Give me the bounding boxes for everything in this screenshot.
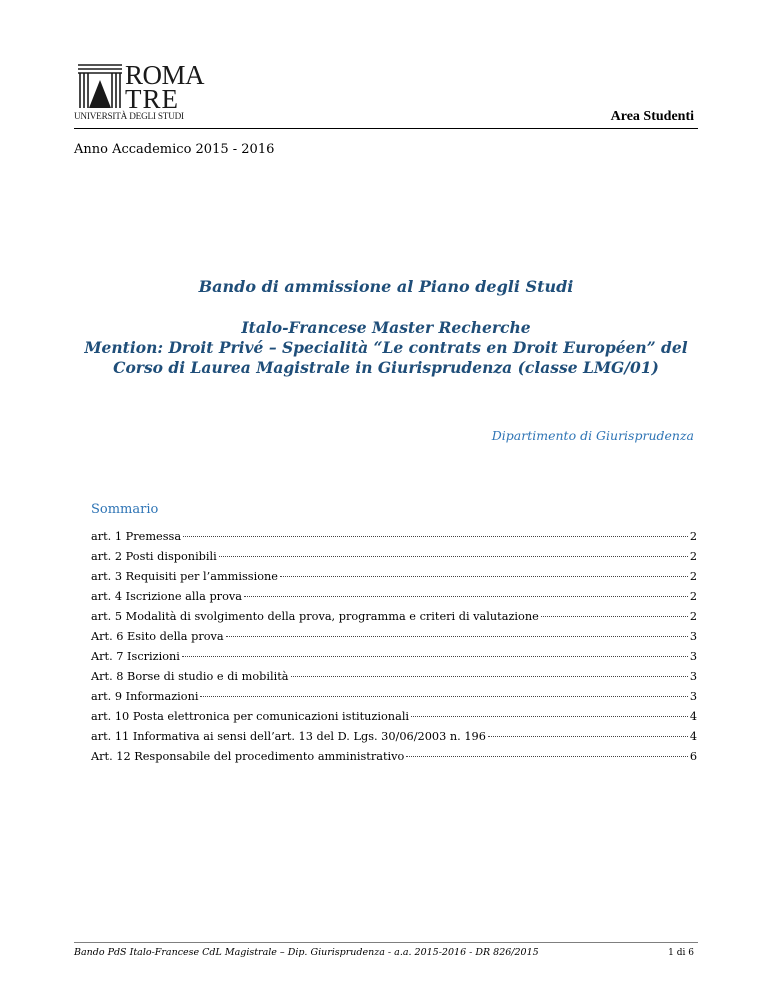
toc-entry-label[interactable]: Art. 8 Borse di studio e di mobilità [91, 670, 289, 683]
toc-entry[interactable] [91, 710, 697, 730]
toc-entry-label[interactable]: art. 1 Premessa [91, 530, 182, 543]
logo-text-roma: ROMA [125, 60, 205, 90]
toc-entry-page: 2 [689, 570, 697, 583]
toc-entry-label[interactable]: Art. 6 Esito della prova [91, 630, 224, 643]
toc-entry-page: 2 [689, 590, 697, 603]
toc-entry[interactable] [91, 670, 697, 690]
toc-entry-page: 4 [689, 710, 697, 723]
footer-text: Bando PdS Italo-Francese CdL Magistrale – Dip. Giurisprudenza - a.a. 2015-2016 - DR 826/2015 [74, 947, 539, 958]
toc-entry[interactable] [91, 630, 697, 650]
toc-entry-page: 3 [689, 670, 697, 683]
document-title: Bando di ammissione al Piano degli Studi [198, 277, 574, 296]
toc-entry[interactable] [91, 750, 697, 770]
toc-entry[interactable] [91, 570, 697, 590]
toc-entry-page: 4 [689, 730, 697, 743]
document-subtitle [74, 318, 698, 378]
toc-entry[interactable] [91, 690, 697, 710]
logo-subtitle: UNIVERSITÀ DEGLI STUDI [74, 111, 184, 121]
table-of-contents [91, 530, 697, 770]
toc-entry-label[interactable]: Art. 12 Responsabile del procedimento amministrativo [91, 750, 405, 763]
toc-entry-page: 2 [689, 550, 697, 563]
toc-entry-label[interactable]: art. 9 Informazioni [91, 690, 199, 703]
university-logo [74, 60, 205, 122]
toc-entry-page: 6 [689, 750, 697, 763]
toc-entry-label[interactable]: Art. 7 Iscrizioni [91, 650, 180, 663]
header-area-label: Area Studenti [610, 109, 694, 124]
toc-leader-dots [219, 556, 688, 557]
toc-entry-label[interactable]: art. 2 Posti disponibili [91, 550, 217, 563]
toc-entry[interactable] [91, 730, 697, 750]
toc-entry-page: 2 [689, 530, 697, 543]
toc-entry[interactable] [91, 610, 697, 630]
academic-year: Anno Accademico 2015 - 2016 [74, 142, 275, 157]
toc-leader-dots [183, 536, 688, 537]
department-name: Dipartimento di Giurisprudenza [491, 428, 694, 443]
toc-leader-dots [406, 756, 688, 757]
toc-entry-page: 3 [689, 690, 697, 703]
toc-entry[interactable] [91, 550, 697, 570]
toc-entry[interactable] [91, 590, 697, 610]
toc-entry[interactable] [91, 530, 697, 550]
page-number: 1 di 6 [668, 948, 694, 958]
toc-leader-dots [291, 676, 688, 677]
toc-leader-dots [226, 636, 688, 637]
toc-entry[interactable] [91, 650, 697, 670]
logo-text-tre: TRE [125, 84, 179, 114]
toc-leader-dots [411, 716, 688, 717]
toc-entry-label[interactable]: art. 11 Informativa ai sensi dell’art. 13 del D. Lgs. 30/06/2003 n. 196 [91, 730, 486, 743]
toc-leader-dots [280, 576, 688, 577]
toc-leader-dots [488, 736, 688, 737]
toc-entry-label[interactable]: art. 5 Modalità di svolgimento della prova, programma e criteri di valutazione [91, 610, 539, 623]
toc-entry-label[interactable]: art. 4 Iscrizione alla prova [91, 590, 242, 603]
subtitle-line-3: Corso di Laurea Magistrale in Giurisprudenza (classe LMG/01) [113, 358, 659, 377]
toc-entry-label[interactable]: art. 10 Posta elettronica per comunicazioni istituzionali [91, 710, 410, 723]
toc-leader-dots [244, 596, 688, 597]
toc-heading: Sommario [91, 502, 159, 517]
toc-leader-dots [541, 616, 688, 617]
subtitle-line-1: Italo-Francese Master Recherche [241, 318, 531, 337]
footer-divider [74, 942, 698, 943]
toc-entry-page: 3 [689, 630, 697, 643]
subtitle-line-2: Mention: Droit Privé – Specialità “Le contrats en Droit Européen” del [84, 338, 688, 357]
toc-entry-page: 3 [689, 650, 697, 663]
toc-leader-dots [200, 696, 687, 697]
roma-tre-logo-icon [74, 62, 126, 110]
toc-entry-label[interactable]: art. 3 Requisiti per l’ammissione [91, 570, 278, 583]
header-divider [74, 128, 698, 129]
toc-entry-page: 2 [689, 610, 697, 623]
toc-leader-dots [182, 656, 688, 657]
